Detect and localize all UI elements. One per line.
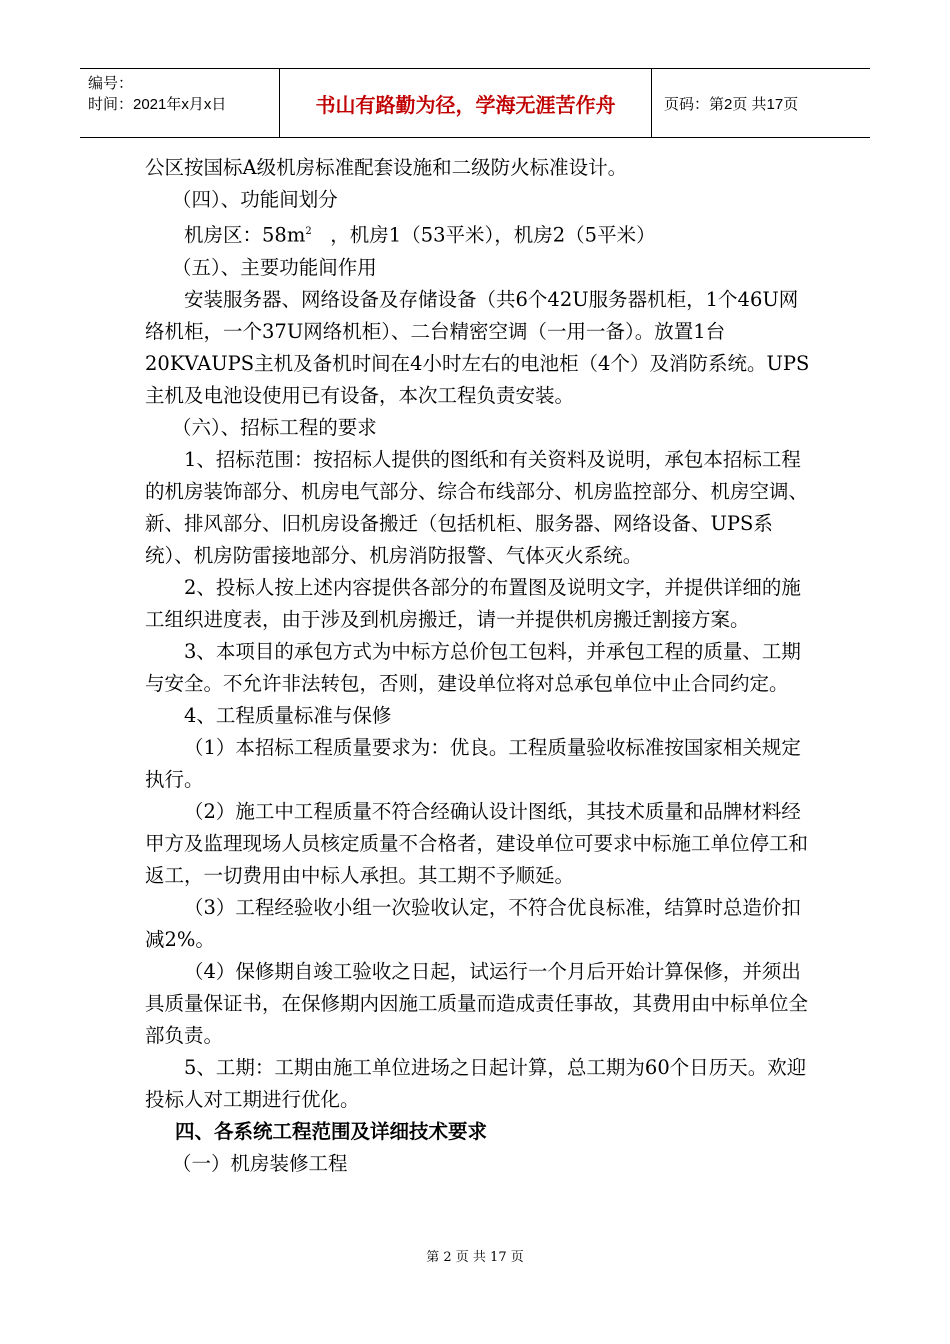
superscript: 2 [305,226,312,237]
paragraph: 2、投标人按上述内容提供各部分的布置图及说明文字，并提供详细的施工组织进度表，由于涉及到机房搬迁，请一并提供机房搬迁割接方案。 [145,575,801,631]
header-motto: 书山有路勤为径，学海无涯苦作舟 [280,69,652,137]
chapter-heading: 四、各系统工程范围及详细技术要求 [175,1119,488,1143]
paragraph: 4、工程质量标准与保修 [184,703,392,727]
paragraph: 公区按国标A级机房标准配套设施和二级防火标准设计。 [145,156,628,179]
paragraph: 5、工期：工期由施工单位进场之日起计算，总工期为60个日历天。欢迎投标人对工期进行优化。 [145,1055,807,1111]
section-heading: （五）、主要功能间作用 [172,255,377,279]
section-heading: （一）机房装修工程 [172,1151,348,1175]
paragraph: （3）工程经验收小组一次验收认定，不符合优良标准，结算时总造价扣减2%。 [145,895,801,951]
paragraph [145,216,815,252]
paragraph: （1）本招标工程质量要求为：优良。工程质量验收标准按国家相关规定执行。 [145,735,801,791]
section-heading: （六）、招标工程的要求 [172,415,377,439]
area-rooms: ，机房1（53平米），机房2（5平米） [330,223,656,247]
page-header [80,68,870,138]
paragraph: （4）保修期自竣工验收之日起，试运行一个月后开始计算保修，并须出具质量保证书，在保修期内因施工质量而造成责任事故，其费用由中标单位全部负责。 [145,959,809,1047]
paragraph: 3、本项目的承包方式为中标方总价包工包料，并承包工程的质量、工期与安全。不允许非法转包，否则，建设单位将对总承包单位中止合同约定。 [145,639,801,695]
time-label: 时间：2021年x月x日 [88,96,227,113]
section-heading: （四）、功能间划分 [172,188,338,211]
paragraph: （2）施工中工程质量不符合经确认设计图纸，其技术质量和品牌材料经甲方及监理现场人员核定质量不合格者，建设单位可要求中标施工单位停工和返工，一切费用由中标人承担。其工期不予顺延。 [145,799,809,887]
paragraph: 1、招标范围：按招标人提供的图纸和有关资料及说明，承包本招标工程的机房装饰部分、机房电气部分、综合布线部分、机房监控部分、机房空调、新、排风部分、旧机房设备搬迁（包括机柜、服务器、网络设备、UPS系统）、机房防雷接地部分、机房消防报警、气体灭火系统。 [145,447,809,567]
header-page-info: 页码：第2页 共17页 [664,95,799,113]
page-footer: 第 2 页 共 17 页 [426,1250,524,1265]
area-text: 机房区：58m [184,223,306,247]
number-label: 编号： [88,75,134,92]
document-body [145,152,815,1180]
paragraph: 安装服务器、网络设备及存储设备（共6个42U服务器机柜，1个46U网络机柜，一个37U网络机柜）、二台精密空调（一用一备）。放置1台20KVAUPS主机及备机时间在4小时左右的电池柜（4个）及消防系统。UPS主机及电池设使用已有设备，本次工程负责安装。 [145,287,810,407]
header-meta [80,69,280,137]
